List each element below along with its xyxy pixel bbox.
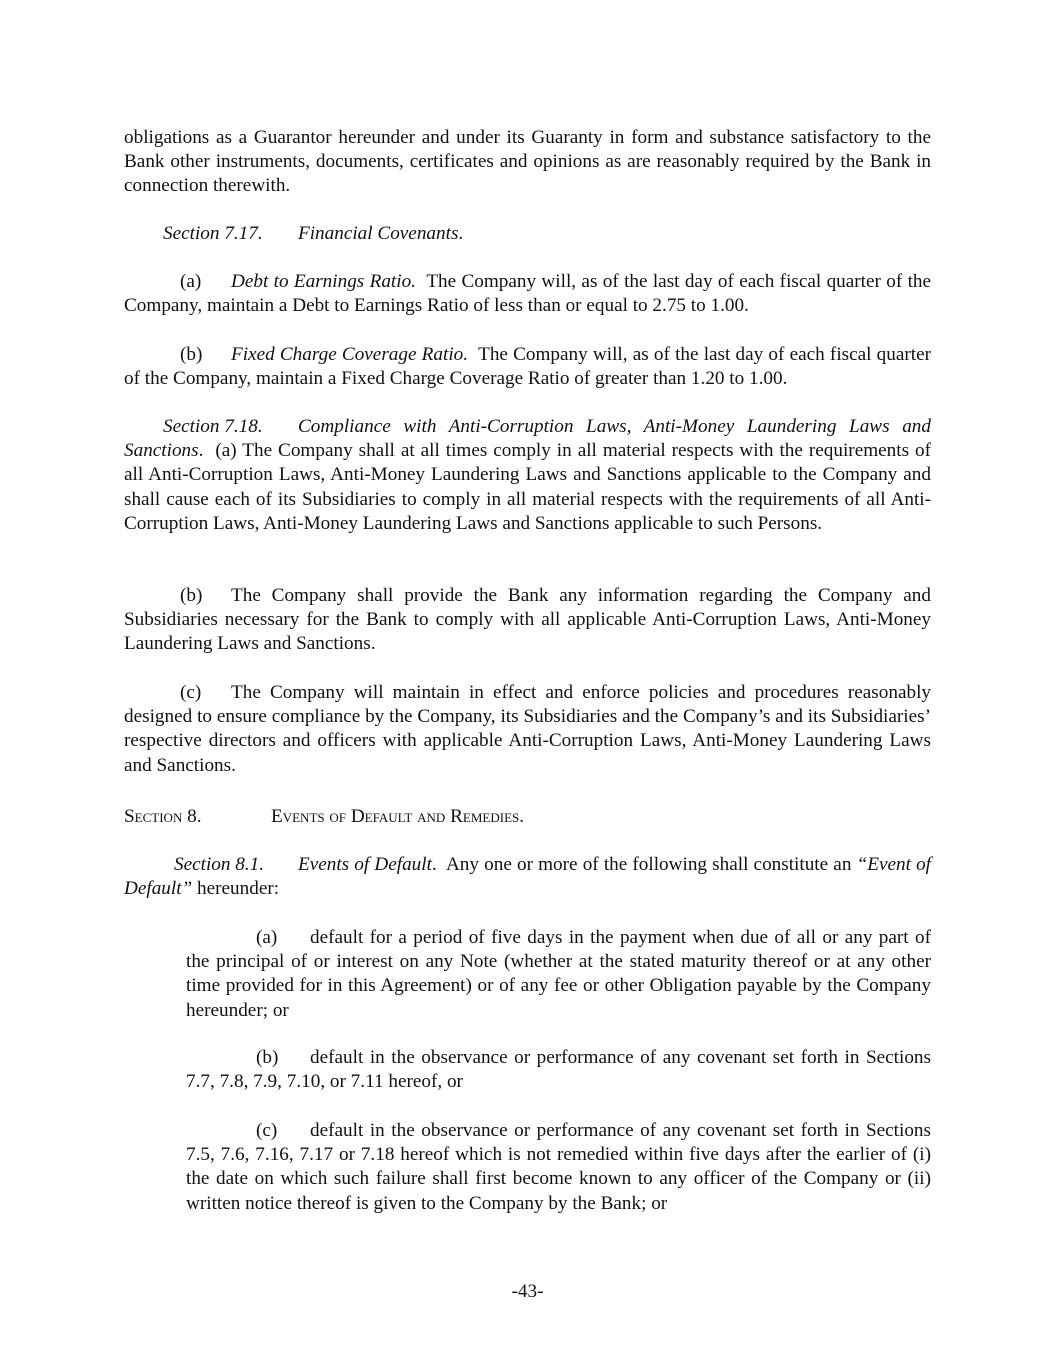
section-7-17-heading	[124, 222, 931, 246]
section-8-1-b	[186, 1046, 931, 1094]
clause-text: The Company will, as of the last day of each fiscal quarter of the Company, maintain a Debt to Earnings Ratio of less than or equal to 2.75 to 1.00.	[124, 271, 932, 317]
page-number: -43-	[511, 1281, 544, 1302]
section-title-period: .	[431, 854, 437, 875]
section-text: (a) The Company shall at all times comply in all material respects with the requirements of all Anti-Corruption Laws, Anti-Money Laundering Laws and Sanctions applicable to the Company and shall cause each of its Subsidiaries to comply in all material respects with the requirements of all Anti-Corruption Laws, Anti-Money Laundering Laws and Sanctions applicable to such Persons.	[124, 440, 931, 534]
section-title: Events of Default	[298, 854, 432, 875]
defined-term: “Event of Default”	[124, 854, 931, 900]
section-title-period: .	[198, 440, 204, 462]
section-7-18	[124, 415, 931, 536]
section-number: Section 7.18.	[163, 416, 263, 437]
section-text: Any one or more of the following shall constitute an	[445, 854, 852, 875]
section-title: Events of Default and Remedies.	[271, 806, 525, 827]
section-title: Compliance with Anti-Corruption Laws, Anti-Money Laundering Laws and Sanctions	[124, 416, 931, 462]
clause-text: The Company will, as of the last day of each fiscal quarter of the Company, maintain a Fixed Charge Coverage Ratio of greater than 1.20 to 1.00.	[124, 344, 932, 390]
section-title: Financial Covenants	[298, 223, 459, 244]
section-text-end: hereunder:	[197, 878, 280, 900]
section-7-18-b	[124, 584, 931, 657]
section-8-heading	[124, 805, 931, 829]
section-7-18-c	[124, 681, 931, 778]
section-7-17-b	[124, 343, 931, 391]
clause-text: default for a period of five days in the payment when due of all or any part of the principal of or interest on any Note (whether at the stated maturity thereof or at any other time provided for in this Agreement) or of any fee or other Obligation payable by the Company hereunder; or	[186, 927, 931, 1021]
section-7-17-a	[124, 270, 931, 318]
clause-text: The Company shall provide the Bank any information regarding the Company and Subsidiaries necessary for the Bank to comply with all applicable Anti-Corruption Laws, Anti-Money Laundering Laws and Sanctions.	[124, 585, 931, 655]
clause-label: (c)	[256, 1120, 278, 1141]
clause-title: Debt to Earnings Ratio.	[231, 271, 416, 292]
clause-text: default in the observance or performance of any covenant set forth in Sections 7.7, 7.8, 7.9, 7.10, or 7.11 hereof, or	[186, 1047, 931, 1093]
clause-text: The Company will maintain in effect and enforce policies and procedures reasonably designed to ensure compliance by the Company, its Subsidiaries and the Company’s and its Subsidiaries’ respective directors and officers with applicable Anti-Corruption Laws, Anti-Money Laundering Laws and Sanctions.	[124, 682, 931, 776]
clause-title: Fixed Charge Coverage Ratio.	[231, 344, 469, 365]
intro-text: obligations as a Guarantor hereunder and under its Guaranty in form and substance satisfactory to the Bank other instruments, documents, certificates and opinions as are reasonably required by the Bank in connection therewith.	[124, 127, 931, 197]
clause-label: (a)	[256, 927, 278, 948]
clause-label: (b)	[180, 585, 203, 606]
clause-text: default in the observance or performance of any covenant set forth in Sections 7.5, 7.6, 7.16, 7.17 or 7.18 hereof which is not remedied within five days after the earlier of (i) the date on which such failure shall first become known to any officer of the Company or (ii) written notice thereof is given to the Company by the Bank; or	[186, 1120, 931, 1214]
clause-label: (b)	[180, 344, 203, 365]
intro-paragraph	[124, 126, 931, 199]
section-8-1	[124, 853, 931, 901]
section-number: Section 8.	[124, 806, 202, 827]
section-8-1-c	[186, 1119, 931, 1216]
clause-label: (b)	[256, 1047, 279, 1068]
section-number: Section 8.1.	[174, 854, 265, 875]
clause-label: (a)	[180, 271, 202, 292]
clause-label: (c)	[180, 682, 202, 703]
section-8-1-a	[186, 926, 931, 1023]
section-title-period: .	[458, 223, 464, 244]
section-number: Section 7.17.	[163, 223, 263, 244]
